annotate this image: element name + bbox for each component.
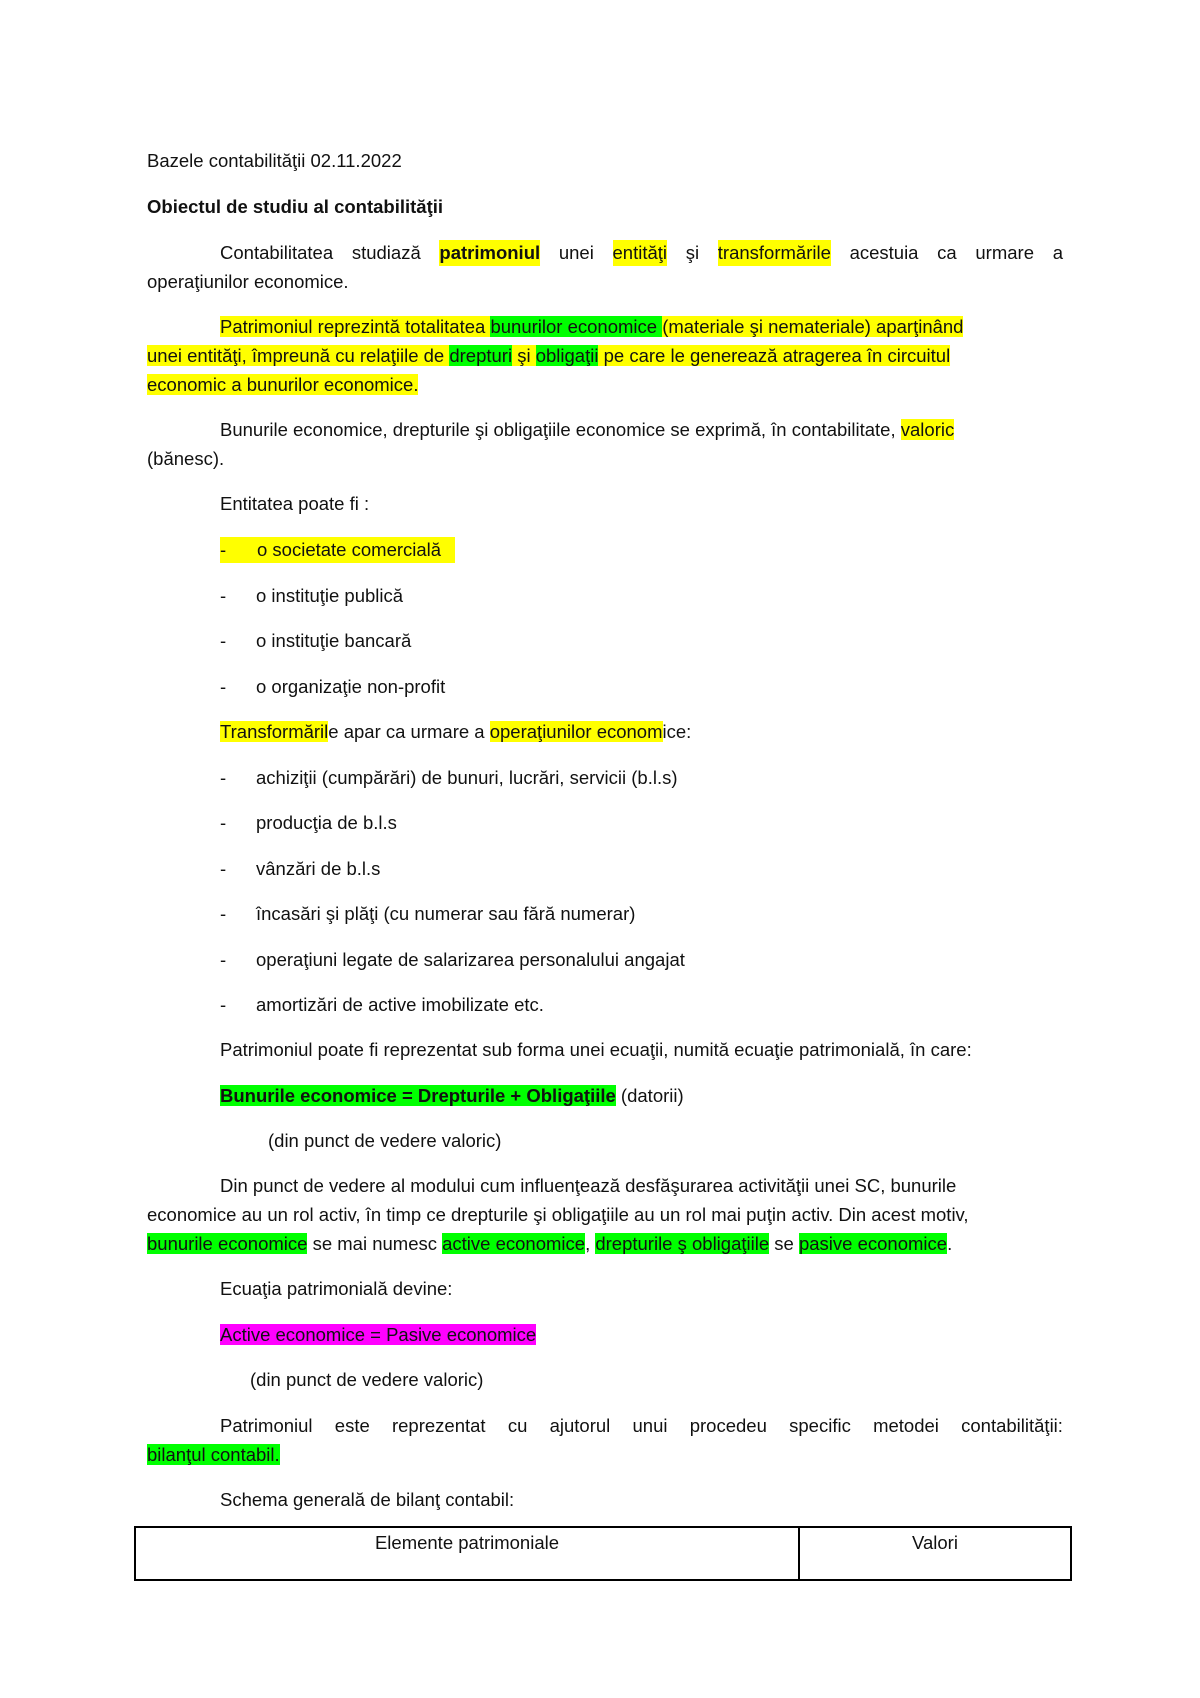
bullet-dash: - <box>220 630 227 651</box>
balance-sheet-table <box>134 1526 1072 1581</box>
bullet-dash: - <box>220 585 227 606</box>
entity-intro: Entitatea poate fi : <box>220 493 370 514</box>
equation-intro: Patrimoniul poate fi reprezentat sub forma unei ecuaţii, numită ecuaţie patrimonială, în care: <box>220 1039 972 1060</box>
table-header-cell: Elemente patrimoniale <box>135 1527 799 1580</box>
entity-list-item <box>220 537 455 563</box>
word: Patrimoniul <box>220 1415 313 1436</box>
word: acestuia <box>849 242 919 263</box>
operation-label: amortizări de active imobilizate etc. <box>256 994 544 1015</box>
transformari-intro <box>220 719 691 745</box>
word: specific <box>789 1415 851 1436</box>
word: ajutorul <box>549 1415 611 1436</box>
paragraph-2-line-3 <box>147 372 418 398</box>
highlight-operatiunilor: operaţiunilor econom <box>489 721 663 742</box>
section-heading: Obiectul de studiu al contabilităţii <box>147 196 444 217</box>
equation-2-note: (din punct de vedere valoric) <box>250 1369 484 1390</box>
entity-label: o societate comercială <box>257 539 442 560</box>
text-span: Patrimoniul reprezintă totalitatea <box>220 316 491 337</box>
highlight-drepturi: drepturi <box>449 345 513 366</box>
highlight-equation-2: Active economice = Pasive economice <box>220 1324 537 1345</box>
bullet-dash: - <box>220 949 227 970</box>
highlight-valoric: valoric <box>900 419 955 440</box>
word: Contabilitatea <box>220 242 334 263</box>
paragraph-4-line-3 <box>147 1231 952 1257</box>
highlight-pasive-economice: pasive economice <box>798 1233 948 1254</box>
paragraph-5-line-2 <box>147 1442 280 1468</box>
table-header-cell: Valori <box>799 1527 1071 1580</box>
word: metodei <box>873 1415 939 1436</box>
operation-label: operaţiuni legate de salarizarea personalului angajat <box>256 949 685 970</box>
entity-label: o instituţie publică <box>256 585 404 606</box>
text-span: (materiale şi nemateriale) aparţinând <box>662 316 964 337</box>
text-span: , <box>585 1233 596 1254</box>
text-span: Din punct de vedere al modului cum influenţează desfăşurarea activităţii unei SC, bunurile <box>220 1175 957 1196</box>
paragraph-4-line-2: economice au un rol activ, în timp ce drepturile şi obligaţiile au un rol mai puţin activ. Din acest motiv, <box>147 1204 969 1225</box>
bullet-dash: - <box>220 994 227 1015</box>
word: este <box>334 1415 370 1436</box>
highlight-transformarile: transformările <box>718 240 831 266</box>
bullet-dash: - <box>220 767 227 788</box>
highlight-active-economice: active economice <box>442 1233 586 1254</box>
paragraph-5-line-1 <box>220 1413 1063 1439</box>
text-span: . <box>947 1233 953 1254</box>
word: studiază <box>351 242 421 263</box>
highlight-entity-1: - o societate comercială <box>220 537 455 563</box>
text-span: se mai numesc <box>307 1233 443 1254</box>
paragraph-2-line-2 <box>147 343 950 369</box>
paragraph-1-line-1 <box>220 240 1063 266</box>
text-span: şi <box>512 345 536 366</box>
text-span: economic a bunurilor economice. <box>147 374 419 395</box>
word: ca <box>937 242 957 263</box>
highlight-bilantul-contabil: bilanţul contabil. <box>147 1444 280 1465</box>
text-span: Bunurile economice, drepturile şi obligaţiile economice se exprimă, în contabilitate, <box>220 419 901 440</box>
highlight-equation-1: Bunurile economice = Drepturile + Obligaţiile <box>220 1085 616 1106</box>
document-title: Bazele contabilităţii 02.11.2022 <box>147 150 402 171</box>
paragraph-3-line-2: (bănesc). <box>147 448 225 469</box>
word: a <box>1052 242 1063 263</box>
entity-label: o organizaţie non-profit <box>256 676 446 697</box>
word: urmare <box>975 242 1034 263</box>
operation-label: achiziţii (cumpărări) de bunuri, lucrări, servicii (b.l.s) <box>256 767 678 788</box>
equation-2-intro: Ecuaţia patrimonială devine: <box>220 1278 453 1299</box>
highlight-patrimoniul: patrimoniul <box>439 240 540 266</box>
highlight-bunurile-economice: bunurile economice <box>147 1233 308 1254</box>
word: unei <box>558 242 594 263</box>
table-row <box>135 1527 1071 1580</box>
text-span: se <box>769 1233 799 1254</box>
word: cu <box>507 1415 528 1436</box>
paragraph-3-line-1 <box>220 417 954 443</box>
paragraph-4-line-1 <box>220 1173 1063 1199</box>
highlight-bunurilor-economice: bunurilor economice <box>490 316 663 337</box>
word: şi <box>685 242 700 263</box>
equation-1-note: (din punct de vedere valoric) <box>268 1130 502 1151</box>
equation-1 <box>220 1083 684 1109</box>
text-span: unei entităţi, împreună cu relaţiile de <box>147 345 450 366</box>
bullet-dash: - <box>220 676 227 697</box>
text-span: pe care le generează atragerea în circuitul <box>598 345 951 366</box>
operation-label: încasări şi plăţi (cu numerar sau fără numerar) <box>256 903 636 924</box>
word: contabilităţii: <box>961 1415 1063 1436</box>
operation-label: producţia de b.l.s <box>256 812 397 833</box>
entity-label: o instituţie bancară <box>256 630 412 651</box>
word: unui <box>632 1415 668 1436</box>
schema-intro: Schema generală de bilanţ contabil: <box>220 1489 515 1510</box>
highlight-drepturile-obligatiile: drepturile ş obligaţiile <box>595 1233 770 1254</box>
highlight-obligatii: obligaţii <box>535 345 599 366</box>
bullet-dash: - <box>220 858 227 879</box>
text-span: ice: <box>662 721 692 742</box>
highlight-transformarile: Transformăril <box>220 721 329 742</box>
word: reprezentat <box>391 1415 486 1436</box>
operation-label: vânzări de b.l.s <box>256 858 381 879</box>
bullet-dash: - <box>220 812 227 833</box>
highlight-entitati: entităţi <box>613 240 668 266</box>
paragraph-1-line-2: operaţiunilor economice. <box>147 271 349 292</box>
equation-2 <box>220 1322 536 1348</box>
text-span: (datorii) <box>615 1085 684 1106</box>
bullet-dash: - <box>220 903 227 924</box>
text-span: e apar ca urmare a <box>328 721 490 742</box>
word: procedeu <box>689 1415 767 1436</box>
paragraph-2-line-1 <box>220 314 963 340</box>
